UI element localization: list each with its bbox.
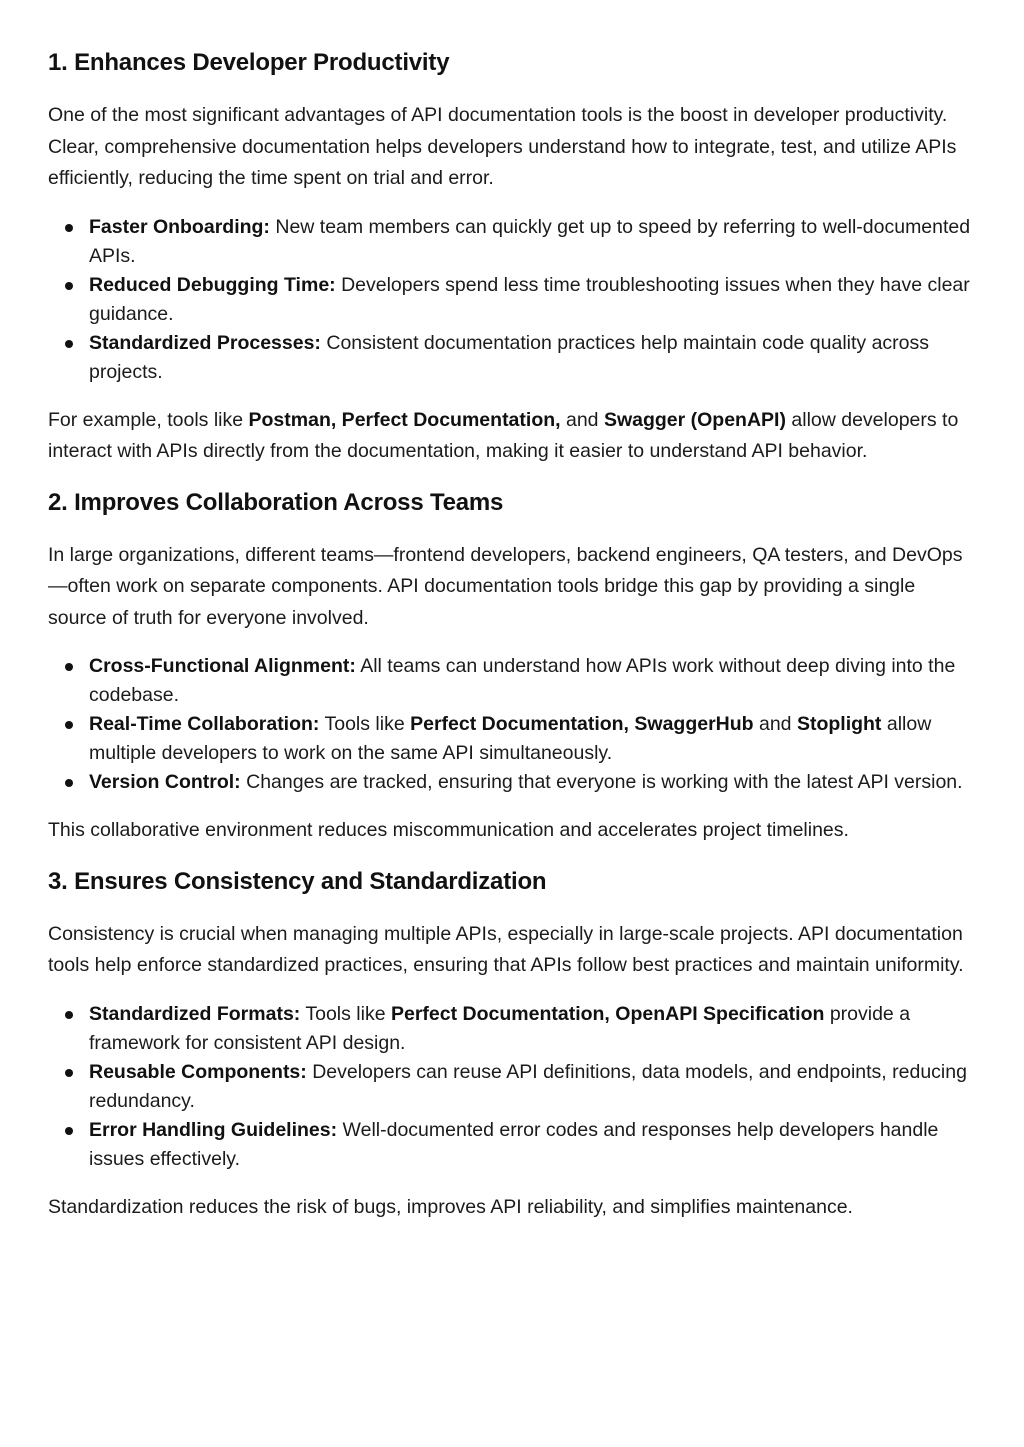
bullet-dot — [65, 663, 73, 671]
section-consistency — [48, 865, 976, 1224]
bullet-text: provide a framework for consistent API design. — [89, 1002, 911, 1054]
bullet-list — [48, 213, 976, 387]
bullet-dot — [65, 721, 73, 729]
bullet-label: Standardized Processes: — [89, 331, 321, 354]
bullet-text: Changes are tracked, ensuring that everyone is working with the latest API version. — [240, 771, 963, 793]
closing-text: and — [560, 408, 604, 431]
bullet-dot — [65, 1127, 73, 1135]
bullet-label: Standardized Formats: — [89, 1002, 301, 1025]
section-closing — [48, 405, 976, 468]
section-collaboration — [48, 486, 976, 847]
bullet-list — [48, 1000, 976, 1174]
bullet-label: Faster Onboarding: — [89, 215, 270, 238]
list-item — [89, 213, 976, 271]
closing-bold-swagger: Swagger (OpenAPI) — [603, 408, 786, 431]
bullet-label: Cross-Functional Alignment: — [89, 655, 356, 677]
bullet-text: Tools like — [300, 1002, 391, 1025]
bullet-label: Error Handling Guidelines: — [89, 1118, 338, 1141]
section-intro: One of the most significant advantages of API documentation tools is the boost in developer productivity. Clear, comprehensive documentation helps developers understand how to integrate, test, and utilize APIs efficiently, reducing the time spent on trial and error. — [48, 104, 957, 189]
bullet-bold-stoplight: Stoplight — [796, 713, 882, 735]
list-item — [89, 768, 976, 797]
bullet-dot — [65, 340, 73, 348]
list-item — [89, 1000, 976, 1058]
section-heading: 2. Improves Collaboration Across Teams — [48, 488, 504, 516]
list-item — [89, 329, 976, 387]
section-heading: 1. Enhances Developer Productivity — [48, 49, 450, 76]
section-intro: Consistency is crucial when managing multiple APIs, especially in large-scale projects. API documentation tools help enforce standardized practices, ensuring that APIs follow best practices and maintain uniformity. — [48, 922, 964, 976]
closing-text: For example, tools like — [48, 408, 249, 431]
bullet-dot — [65, 1011, 73, 1019]
bullet-label: Version Control: — [89, 771, 241, 793]
bullet-label: Reusable Components: — [89, 1060, 307, 1083]
bullet-text: New team members can quickly get up to speed by referring to well-documented APIs. — [89, 215, 971, 267]
bullet-text: Developers can reuse API definitions, data models, and endpoints, reducing redundancy. — [89, 1060, 967, 1112]
section-closing: This collaborative environment reduces miscommunication and accelerates project timelines. — [48, 819, 849, 841]
list-item — [89, 652, 976, 710]
bullet-bold-tools: Perfect Documentation, SwaggerHub — [410, 713, 754, 735]
closing-text: allow developers to interact with APIs directly from the documentation, making it easier to understand API behavior. — [48, 408, 959, 462]
document — [48, 46, 976, 1223]
list-item — [89, 1116, 976, 1174]
bullet-text: allow multiple developers to work on the same API simultaneously. — [89, 713, 932, 764]
bullet-dot — [65, 779, 73, 787]
section-productivity — [48, 46, 976, 468]
bullet-dot — [65, 1069, 73, 1077]
bullet-label: Reduced Debugging Time: — [89, 273, 336, 296]
bullet-text: and — [753, 713, 797, 735]
list-item — [89, 710, 976, 768]
section-closing: Standardization reduces the risk of bugs, improves API reliability, and simplifies maintenance. — [48, 1195, 853, 1218]
bullet-label: Real-Time Collaboration: — [89, 713, 320, 735]
bullet-text: All teams can understand how APIs work without deep diving into the codebase. — [89, 655, 956, 706]
bullet-dot — [65, 224, 73, 232]
bullet-text: Tools like — [319, 713, 411, 735]
bullet-list — [48, 652, 976, 797]
bullet-text: Consistent documentation practices help maintain code quality across projects. — [89, 331, 930, 383]
section-heading: 3. Ensures Consistency and Standardization — [48, 867, 547, 895]
bullet-text: Developers spend less time troubleshooting issues when they have clear guidance. — [89, 273, 970, 325]
section-intro: In large organizations, different teams—frontend developers, backend engineers, QA testers, and DevOps—often work on separate components. API documentation tools bridge this gap by providing a single source of truth for everyone involved. — [48, 543, 963, 629]
bullet-bold-tools: Perfect Documentation, OpenAPI Specification — [390, 1002, 825, 1025]
list-item — [89, 1058, 976, 1116]
bullet-dot — [65, 282, 73, 290]
bullet-text: Well-documented error codes and responses help developers handle issues effectively. — [89, 1118, 939, 1170]
list-item — [89, 271, 976, 329]
closing-bold-tools: Postman, Perfect Documentation, — [248, 408, 561, 431]
